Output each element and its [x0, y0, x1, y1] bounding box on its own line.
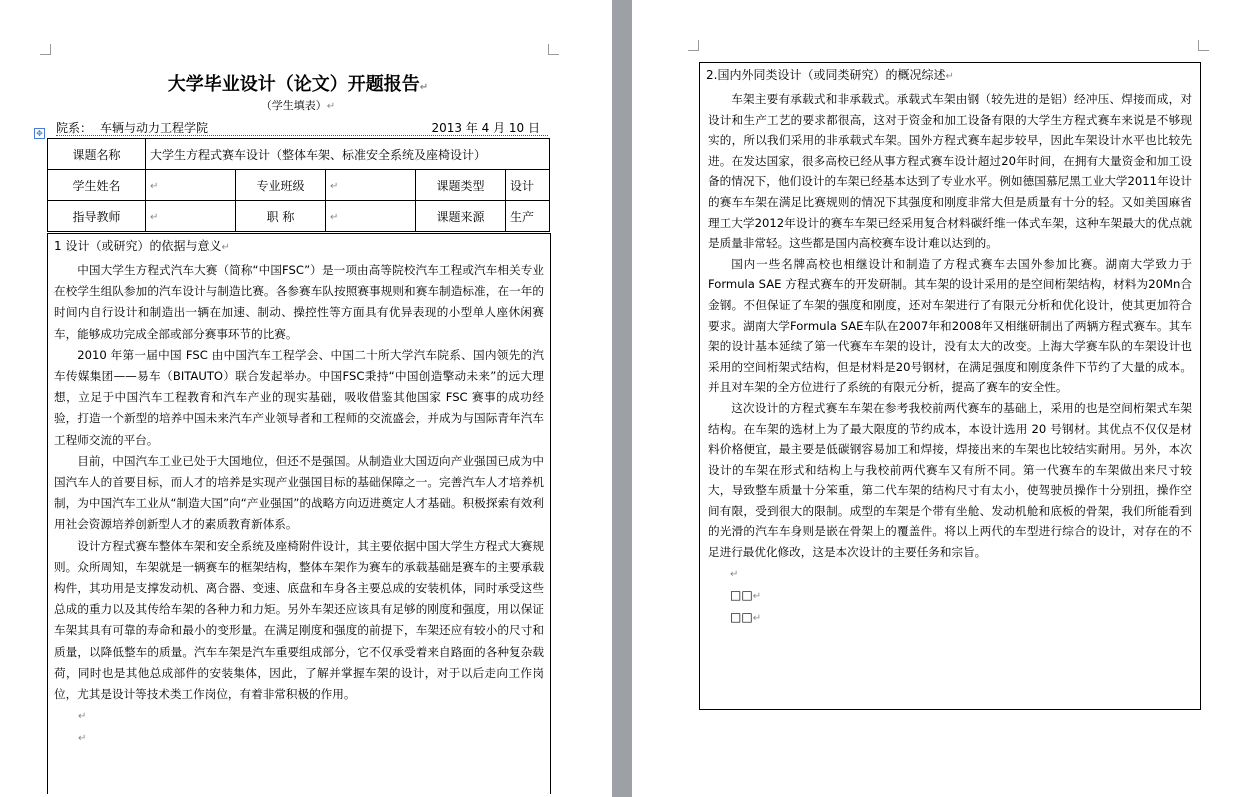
table-row — [48, 201, 550, 232]
table-row — [48, 139, 550, 170]
report-date: 2013 年 4 月 10 日 — [431, 121, 540, 135]
topic-type-value[interactable]: 设计 — [506, 170, 550, 201]
student-name-label: 学生姓名 — [48, 170, 146, 201]
section1-paragraph: 2010 年第一届中国 FSC 由中国汽车工程学会、中国二十所大学汽车院系、国内领先的汽车传媒集团——易车（BITAUTO）联合发起举办。中国FSC秉持“中国创造擎动未来”的远大理想，立足于中国汽车工程教育和汽车产业的现实基础，吸收借鉴其他国家 FSC 赛事的成功经验，打造一个新型的培养中国未来汽车产业领导者和工程师的交流盛会，并成为与国际青年汽车工程师交流的平台。 — [54, 347, 544, 447]
crop-mark — [40, 44, 51, 55]
crop-mark — [1198, 40, 1209, 51]
section2-paragraph: 车架主要有承载式和非承载式。承载式车架由钢（较先进的是铝）经冲压、焊接而成，对设计和生产工艺的要求都很高，这对于资金和加工设备有限的大学生方程式赛车来说是不够现实的，所以我们采用的非承载式车架。国外方程式赛车起步较早，因此车架设计水平也比较先进。在发达国家，很多高校已经从事方程式赛车设计超过20年时间，在拥有大量资金和加工设备的情况下，他们设计的车架已经基本达到了专业水平。例如德国慕尼黑工业大学2011年设计的赛车车架在满足比赛规则的情况下其强度和刚度非常大但是质量有十分的轻。又如美国麻省理工大学2012年设计的赛车车架已经采用复合材料碳纤维一体式车架，这种车架最大的优点就是质量非常轻。这些都是国内高校赛车设计难以达到的。 — [708, 92, 1192, 251]
section1-paragraph: 中国大学生方程式汽车大赛（简称“中国FSC”）是一项由高等院校汽车工程或汽车相关专业在校学生组队参加的汽车设计与制造比赛。各参赛车队按照赛事规则和赛车制造标准，在一年的时间内自行设计和制造出一辆在加速、制动、操控性等方面具有优异表现的小型单人座休闲赛车，能够成功完成全部或部分赛事环节的比赛。 — [54, 263, 544, 341]
topic-type-label: 课题类型 — [416, 170, 506, 201]
document-title: 大学毕业设计（论文）开题报告↵ — [167, 74, 429, 95]
document-page-right — [632, 0, 1245, 797]
crop-mark — [548, 44, 559, 55]
table-row — [48, 170, 550, 201]
document-page-left — [0, 0, 612, 797]
empty-paragraph: ↵ — [730, 568, 739, 580]
advisor-label: 指导教师 — [48, 201, 146, 232]
placeholder-line: □□↵ — [730, 587, 762, 602]
section2-title: 2.国内外同类设计（或同类研究）的概况综述↵ — [706, 68, 954, 82]
section2-paragraph: 这次设计的方程式赛车车架在参考我校前两代赛车的基础上，采用的也是空间桁架式车架结构。在车架的选材上为了最大限度的节约成本，本设计选用 20 号钢材。其优点不仅仅是材料价格便宜，最主要是低碳钢容易加工和焊接，焊接出来的车架也比较结实耐用。另外，本次设计的车架在形式和结构上与我校前两代赛车又有所不同。第一代赛车的车架做出来尺寸较大，导致整车质量十分笨重，第二代车架的结构尺寸有太小，使驾驶员操作十分别扭，操作空间有限，受到很大的限制。成型的车架是个带有坐舱、发动机舱和底板的骨架，我们所能看到的光滑的汽车车身则是嵌在骨架上的覆盖件。将以上两代的车型进行综合的设计，对存在的不足进行最优化修改，这是本次设计的主要任务和宗旨。 — [708, 400, 1192, 560]
section2-paragraph: 国内一些名牌高校也相继设计和制造了方程式赛车去国外参加比赛。湖南大学致力于Formula SAE 方程式赛车的开发研制。其车架的设计采用的是空间桁架结构，材料为20Mn合金钢。不但保证了车架的强度和刚度，还对车架进行了有限元分析和优化设计，使其更加符合要求。湖南大学Formula SAE车队在2007年和2008年又相继研制出了两辆方程式赛车。其车架的设计基本延续了第一代赛车车架的设计，没有太大的改变。上海大学赛车队的车架设计也采用的空间桁架式结构，但是材料是20号钢材，在满足强度和刚度条件下节约了大量的成本。并且对车架的全方位进行了系统的有限元分析，提高了赛车的安全性。 — [708, 256, 1192, 395]
section1-paragraph: 目前，中国汽车工业已处于大国地位，但还不是强国。从制造业大国迈向产业强国已成为中国汽车人的首要目标，而人才的培养是实现产业强国目标的基础保障之一。完善汽车人才培养机制，为中国汽车工业从“制造大国”向“产业强国”的战略方向迈进奠定人才基础。积极探索有效利用社会资源培养创新型人才的素质教育新体系。 — [54, 453, 544, 532]
section1-title: 1 设计（或研究）的依据与意义↵ — [54, 239, 230, 253]
crop-mark — [688, 40, 699, 51]
section1-paragraph: 设计方程式赛车整体车架和安全系统及座椅附件设计，其主要依据中国大学生方程式大赛规则。众所周知，车架就是一辆赛车的框架结构，整体车架作为赛车的承载基础是赛车的主要承载构件，其功用是支撑发动机、离合器、变速、底盘和车身各主要总成的安装机体，同时承受这些总成的重力以及其传给车架的各种力和力矩。另外车架还应该具有足够的刚度和强度，用以保证车架其具有可靠的寿命和最小的变形量。在满足刚度和强度的前提下，车架还应有较小的尺寸和质量，以降低整车的质量。汽车车架是汽车重要组成部分，它不仅承受着来自路面的各种复杂载荷，同时也是其他总成部件的安装集体，因此，了解并掌握车架的设计，对于以后走向工作岗位，尤其是设计等技术类工作岗位，有着非常积极的作用。 — [54, 538, 544, 702]
topic-source-label: 课题来源 — [416, 201, 506, 232]
table-move-handle-icon[interactable]: ✥ — [34, 128, 45, 139]
job-title-value[interactable]: ↵ — [326, 201, 416, 232]
department-label: 院系： — [56, 121, 93, 135]
placeholder-line: □□↵ — [730, 609, 762, 624]
section2-box[interactable] — [699, 62, 1201, 710]
section1-box[interactable] — [47, 233, 551, 794]
class-value[interactable]: ↵ — [326, 170, 416, 201]
job-title-label: 职 称 — [236, 201, 326, 232]
empty-paragraph: ↵ — [78, 711, 87, 723]
department-date-row — [56, 119, 548, 136]
topic-label: 课题名称 — [48, 139, 146, 170]
empty-paragraph: ↵ — [78, 733, 87, 745]
class-label: 专业班级 — [236, 170, 326, 201]
student-name-value[interactable]: ↵ — [146, 170, 236, 201]
topic-source-value[interactable]: 生产 — [506, 201, 550, 232]
advisor-value[interactable]: ↵ — [146, 201, 236, 232]
topic-value[interactable]: 大学生方程式赛车设计（整体车架、标准安全系统及座椅设计） — [146, 139, 550, 170]
document-subtitle: （学生填表）↵ — [260, 99, 336, 112]
department-value: 车辆与动力工程学院 — [100, 121, 209, 135]
info-table — [47, 138, 550, 232]
